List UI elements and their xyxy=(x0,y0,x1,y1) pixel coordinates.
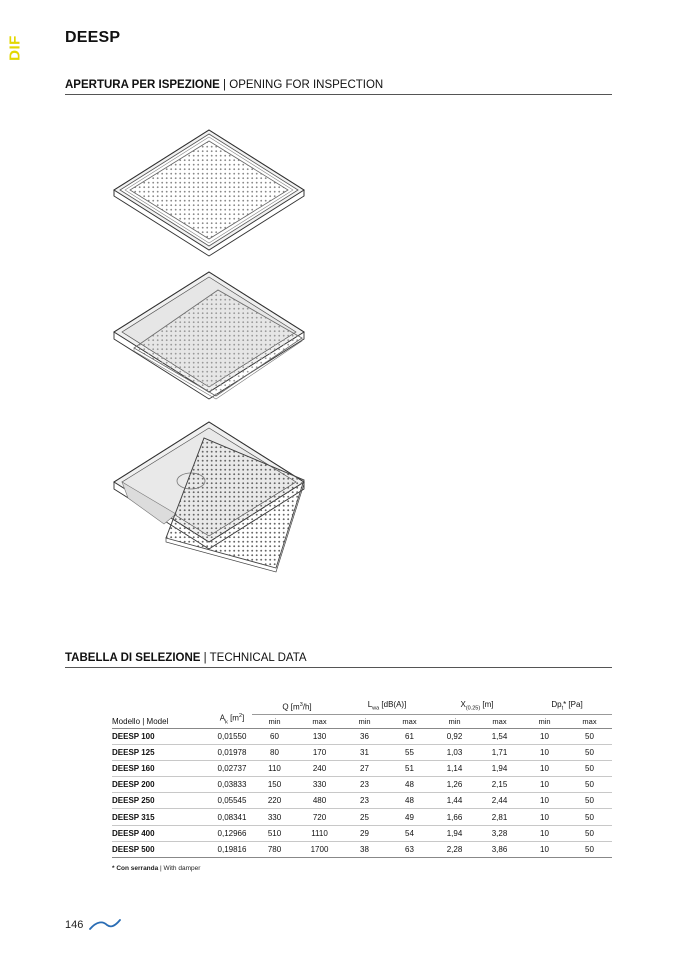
q-max-cell: 480 xyxy=(312,796,327,806)
q-min-cell: 150 xyxy=(267,780,282,790)
dp-min-cell: 10 xyxy=(540,812,549,822)
x-max-cell: 3,28 xyxy=(491,828,508,838)
q-min-cell: 330 xyxy=(267,812,282,822)
dp-min-cell: 10 xyxy=(540,828,549,838)
ak-cell: 0,08341 xyxy=(217,812,247,822)
panel-open-illustration xyxy=(106,418,316,578)
dp-max-cell: 50 xyxy=(585,812,594,822)
technical-data-table xyxy=(112,699,612,858)
dp-min-cell: 10 xyxy=(540,844,549,854)
technical-heading-en: TECHNICAL DATA xyxy=(209,652,307,664)
lwa-min-cell: 36 xyxy=(360,731,369,741)
dp-max-cell: 50 xyxy=(585,763,594,773)
dp-min-cell: 10 xyxy=(540,763,549,773)
dp-min-cell: 10 xyxy=(540,731,549,741)
technical-heading-sep: | xyxy=(200,652,210,664)
x-max-cell: 1,94 xyxy=(491,763,508,773)
dp-max-cell: 50 xyxy=(585,780,594,790)
lwa-min-header: min xyxy=(342,714,387,728)
table-row xyxy=(112,777,612,793)
ak-cell: 0,01550 xyxy=(217,731,247,741)
model-column-header: Modello | Model xyxy=(112,699,212,728)
ak-cell: 0,03833 xyxy=(217,780,247,790)
lwa-column-header: $L_{wa}$ [dB(A)] xyxy=(367,699,407,712)
table-footnote: * Con serranda | With damper xyxy=(112,865,201,872)
ak-cell: 0,02737 xyxy=(217,763,247,773)
lwa-min-cell: 23 xyxy=(360,780,369,790)
q-max-cell: 720 xyxy=(312,812,327,822)
x-max-cell: 1,71 xyxy=(491,747,508,757)
lwa-max-cell: 48 xyxy=(405,796,414,806)
dp-min-header: min xyxy=(522,714,567,728)
q-min-cell: 220 xyxy=(267,796,282,806)
x-max-cell: 2,81 xyxy=(491,812,508,822)
table-row xyxy=(112,744,612,760)
lwa-max-cell: 55 xyxy=(405,747,414,757)
q-column-header: Q $[m^3/h]$ xyxy=(282,701,312,712)
x-min-cell: 2,28 xyxy=(446,844,463,854)
table-row xyxy=(112,728,612,744)
x-min-cell: 1,03 xyxy=(446,747,463,757)
x-min-cell: 1,66 xyxy=(446,812,463,822)
x-max-cell: 2,15 xyxy=(491,780,508,790)
q-max-cell: 170 xyxy=(312,747,327,757)
section-tab-label: DIF xyxy=(6,35,24,61)
model-cell: DEESP 400 xyxy=(112,828,155,838)
lwa-min-cell: 27 xyxy=(360,763,369,773)
lwa-max-cell: 49 xyxy=(405,812,414,822)
lwa-max-header: max xyxy=(387,714,432,728)
x-column-header: $X_{(0.25)}$ [m] xyxy=(460,699,494,712)
table-row xyxy=(112,760,612,776)
x-min-cell: 1,44 xyxy=(446,796,463,806)
table-row xyxy=(112,793,612,809)
lwa-min-cell: 31 xyxy=(360,747,369,757)
x-max-header: max xyxy=(477,714,522,728)
lwa-max-cell: 61 xyxy=(405,731,414,741)
lwa-min-cell: 25 xyxy=(360,812,369,822)
dp-column-header: $Dp_t*$ [Pa] xyxy=(551,699,583,712)
model-cell: DEESP 250 xyxy=(112,796,155,806)
model-cell: DEESP 500 xyxy=(112,844,155,854)
x-min-cell: 0,92 xyxy=(446,731,463,741)
model-cell: DEESP 315 xyxy=(112,812,155,822)
x-min-header: min xyxy=(432,714,477,728)
lwa-max-cell: 51 xyxy=(405,763,414,773)
dp-max-cell: 50 xyxy=(585,844,594,854)
inspection-section-heading xyxy=(65,79,612,95)
x-max-cell: 2,44 xyxy=(491,796,508,806)
dp-min-cell: 10 xyxy=(540,747,549,757)
q-min-header: min xyxy=(252,714,297,728)
inspection-heading-en: OPENING FOR INSPECTION xyxy=(229,79,384,91)
dp-min-cell: 10 xyxy=(540,780,549,790)
inspection-heading-sep: | xyxy=(219,79,230,91)
ak-cell: 0,05545 xyxy=(217,796,247,806)
ak-cell: 0,01978 xyxy=(217,747,247,757)
q-max-header: max xyxy=(297,714,342,728)
x-min-cell: 1,26 xyxy=(446,780,463,790)
q-min-cell: 110 xyxy=(268,763,281,773)
technical-heading-it: TABELLA DI SELEZIONE xyxy=(65,652,201,664)
x-max-cell: 1,54 xyxy=(491,731,508,741)
page-title: DEESP xyxy=(65,29,121,46)
table-row xyxy=(112,841,612,857)
dp-min-cell: 10 xyxy=(540,796,549,806)
x-min-cell: 1,14 xyxy=(446,763,463,773)
q-max-cell: 130 xyxy=(312,731,327,741)
page-number: 146 xyxy=(65,919,84,931)
lwa-min-cell: 29 xyxy=(360,828,369,838)
model-cell: DEESP 200 xyxy=(112,780,155,790)
inspection-heading-it: APERTURA PER ISPEZIONE xyxy=(65,79,220,91)
dp-max-cell: 50 xyxy=(585,796,594,806)
wave-logo-icon xyxy=(89,918,121,932)
x-max-cell: 3,86 xyxy=(491,844,508,854)
ak-cell: 0,12966 xyxy=(217,828,247,838)
lwa-max-cell: 63 xyxy=(405,844,414,854)
lwa-max-cell: 54 xyxy=(405,828,414,838)
q-min-cell: 510 xyxy=(267,828,282,838)
q-max-cell: 1700 xyxy=(310,844,329,854)
dp-max-cell: 50 xyxy=(585,747,594,757)
model-cell: DEESP 125 xyxy=(112,747,155,757)
technical-section-heading xyxy=(65,652,612,668)
lwa-min-cell: 38 xyxy=(360,844,369,854)
q-max-cell: 1110 xyxy=(311,828,328,838)
q-max-cell: 240 xyxy=(312,763,327,773)
model-cell: DEESP 100 xyxy=(112,731,155,741)
q-max-cell: 330 xyxy=(312,780,327,790)
q-min-cell: 780 xyxy=(267,844,282,854)
x-min-cell: 1,94 xyxy=(446,828,463,838)
dp-max-header: max xyxy=(567,714,612,728)
lwa-max-cell: 48 xyxy=(405,780,414,790)
table-row xyxy=(112,809,612,825)
model-cell: DEESP 160 xyxy=(112,763,155,773)
dp-max-cell: 50 xyxy=(585,731,594,741)
ak-column-header: $A_k$ $[m^2]$ xyxy=(212,699,252,728)
ak-cell: 0,19816 xyxy=(217,844,247,854)
dp-max-cell: 50 xyxy=(585,828,594,838)
panel-closed-illustration xyxy=(106,122,316,257)
q-min-cell: 80 xyxy=(270,747,279,757)
section-tab xyxy=(6,30,24,66)
table-row xyxy=(112,825,612,841)
lwa-min-cell: 23 xyxy=(360,796,369,806)
q-min-cell: 60 xyxy=(270,731,279,741)
panel-sliding-illustration xyxy=(106,266,316,406)
